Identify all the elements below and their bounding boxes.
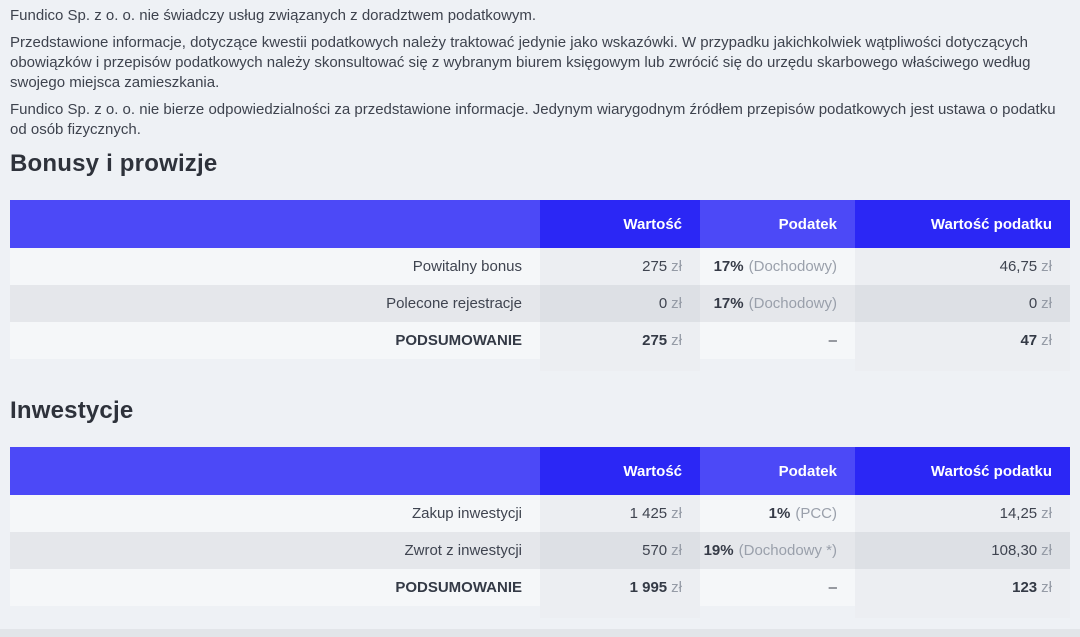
- tax-dash: –: [828, 332, 837, 349]
- value-cell: [540, 569, 700, 606]
- tax-rate: 17%: [713, 258, 744, 275]
- row-label: Powitalny bonus: [412, 258, 522, 275]
- tax-value-amount: 108,30: [991, 542, 1038, 559]
- currency-unit: zł: [671, 332, 682, 349]
- currency-unit: zł: [671, 505, 682, 522]
- currency-unit: zł: [1041, 332, 1052, 349]
- currency-unit: zł: [671, 295, 682, 312]
- value-cell: [540, 322, 700, 359]
- tax-disclaimer: [10, 6, 1070, 140]
- tax-value-cell: [855, 495, 1070, 532]
- tax-cell: [700, 569, 855, 606]
- column-header-value: Wartość: [540, 200, 700, 248]
- currency-unit: zł: [671, 258, 682, 275]
- tax-cell: [700, 495, 855, 532]
- section-title-investments: Inwestycje: [10, 397, 134, 424]
- table-row: [10, 532, 1070, 569]
- tax-rate: 1%: [768, 505, 791, 522]
- investments-table: [10, 447, 1070, 618]
- row-label: Zwrot z inwestycji: [404, 542, 522, 559]
- tax-value-cell: [855, 532, 1070, 569]
- row-label: PODSUMOWANIE: [395, 332, 522, 349]
- table-row: [10, 285, 1070, 322]
- tax-cell: [700, 532, 855, 569]
- value-amount: 570: [642, 542, 668, 559]
- tax-rate: 19%: [703, 542, 734, 559]
- tax-value-amount: 47: [1020, 332, 1038, 349]
- column-header-tax-value: Wartość podatku: [855, 200, 1070, 248]
- value-amount: 0: [658, 295, 668, 312]
- tax-note: (Dochodowy *): [738, 542, 837, 559]
- tax-value-cell: [855, 322, 1070, 359]
- column-header-label: [10, 200, 540, 248]
- table-header: [10, 200, 1070, 248]
- tax-rate: 17%: [713, 295, 744, 312]
- currency-unit: zł: [671, 542, 682, 559]
- column-header-value: Wartość: [540, 447, 700, 495]
- column-header-tax: Podatek: [700, 200, 855, 248]
- value-cell: [540, 285, 700, 322]
- value-cell: [540, 495, 700, 532]
- currency-unit: zł: [671, 579, 682, 596]
- table-header: [10, 447, 1070, 495]
- table-footer-strip: [10, 359, 1070, 371]
- value-amount: 275: [642, 332, 668, 349]
- column-header-label: [10, 447, 540, 495]
- currency-unit: zł: [1041, 295, 1052, 312]
- tax-value-cell: [855, 569, 1070, 606]
- column-header-tax-value: Wartość podatku: [855, 447, 1070, 495]
- section-title-bonuses: Bonusy i prowizje: [10, 150, 218, 177]
- tax-dash: –: [828, 579, 837, 596]
- value-amount: 1 425: [629, 505, 668, 522]
- summary-row: [10, 322, 1070, 359]
- footer-edge: [0, 629, 1080, 637]
- value-cell: [540, 532, 700, 569]
- tax-note: (Dochodowy): [748, 258, 837, 275]
- currency-unit: zł: [1041, 258, 1052, 275]
- tax-cell: [700, 248, 855, 285]
- tax-cell: [700, 285, 855, 322]
- value-cell: [540, 248, 700, 285]
- row-label: Polecone rejestracje: [386, 295, 522, 312]
- tax-cell: [700, 322, 855, 359]
- summary-row: [10, 569, 1070, 606]
- tax-note: (PCC): [795, 505, 837, 522]
- bonuses-table: [10, 200, 1070, 371]
- row-label: Zakup inwestycji: [411, 505, 522, 522]
- disclaimer-paragraph: Przedstawione informacje, dotyczące kwestii podatkowych należy traktować jedynie jako wskazówki. W przypadku jakichkolwiek wątpliwości dotyczących obowiązków i przepisów podatkowych należy skonsultować się z wybranym biurem księgowym lub zwrócić się do urzędu skarbowego właściwego według swojego miejsca zamieszkania.: [10, 34, 1031, 91]
- currency-unit: zł: [1041, 542, 1052, 559]
- disclaimer-paragraph: Fundico Sp. z o. o. nie bierze odpowiedzialności za przedstawione informacje. Jedynym wiarygodnym źródłem przepisów podatkowych jest ustawa o podatku od osób fizycznych.: [10, 101, 1056, 138]
- currency-unit: zł: [1041, 505, 1052, 522]
- row-label: PODSUMOWANIE: [395, 579, 522, 596]
- disclaimer-paragraph: Fundico Sp. z o. o. nie świadczy usług związanych z doradztwem podatkowym.: [10, 7, 537, 24]
- column-header-tax: Podatek: [700, 447, 855, 495]
- table-footer-strip: [10, 606, 1070, 618]
- tax-value-amount: 0: [1028, 295, 1038, 312]
- tax-value-cell: [855, 248, 1070, 285]
- value-amount: 1 995: [629, 579, 668, 596]
- tax-note: (Dochodowy): [748, 295, 837, 312]
- tax-value-amount: 46,75: [999, 258, 1038, 275]
- tax-value-cell: [855, 285, 1070, 322]
- value-amount: 275: [642, 258, 668, 275]
- tax-value-amount: 123: [1012, 579, 1038, 596]
- currency-unit: zł: [1041, 579, 1052, 596]
- table-row: [10, 495, 1070, 532]
- tax-value-amount: 14,25: [999, 505, 1038, 522]
- table-row: [10, 248, 1070, 285]
